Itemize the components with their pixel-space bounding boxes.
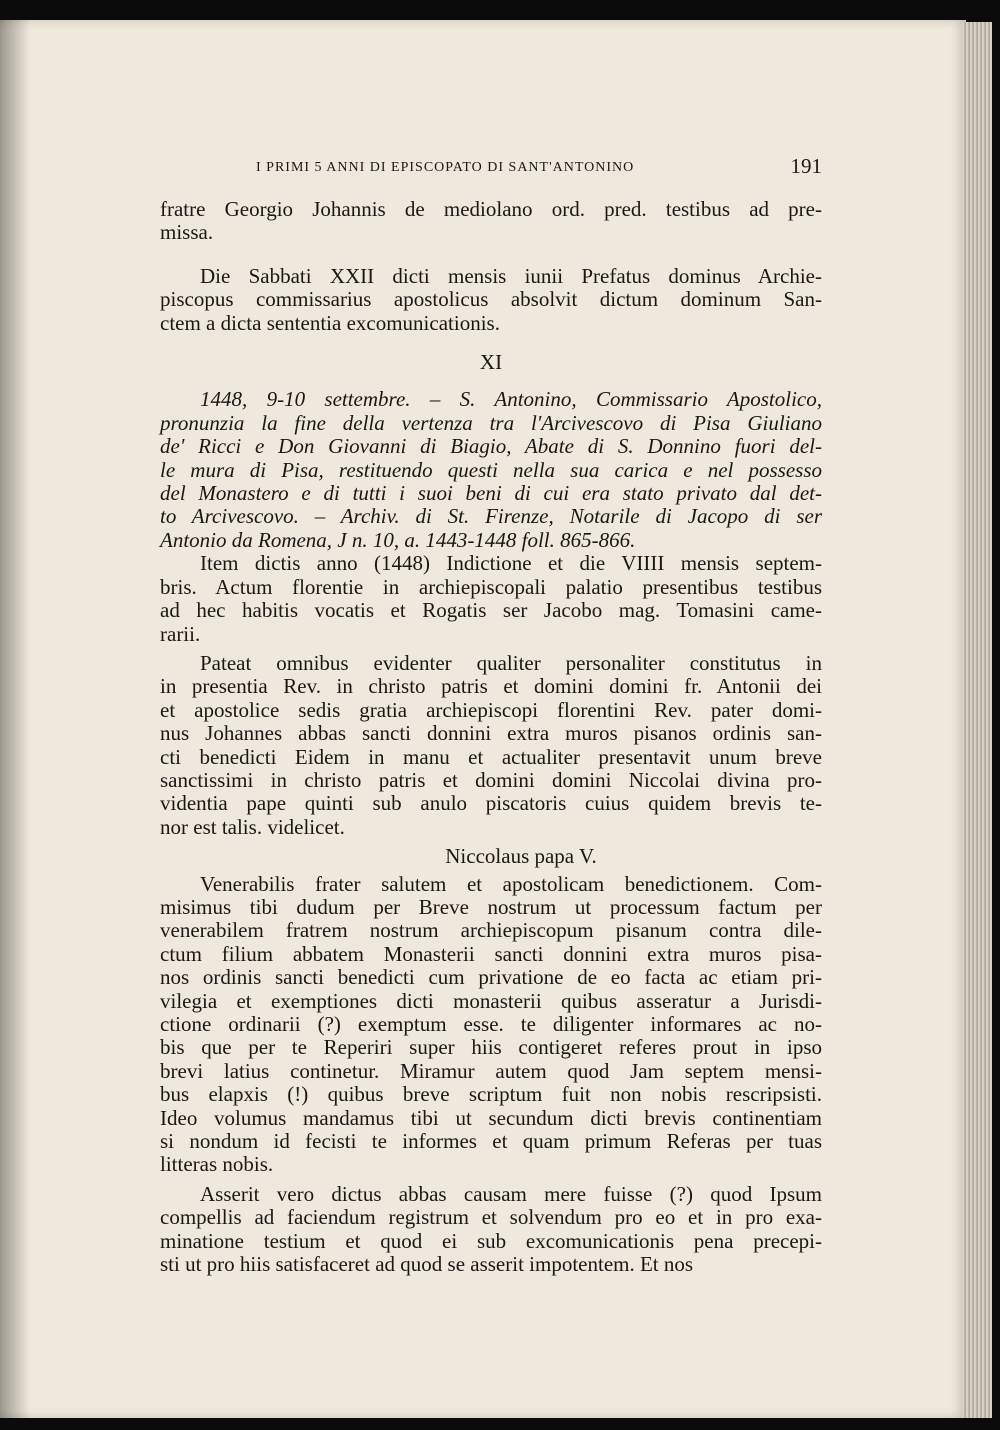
text-line: Antonio da Romena, J n. 10, a. 1443-1448 foll. 865-866.: [160, 527, 636, 552]
page-text: [160, 150, 822, 1276]
running-head-title: I PRIMI 5 ANNI DI EPISCOPATO DI SANT'ANTONINO: [256, 160, 635, 175]
text-line: nus Johannes abbas sancti donnini extra muros pisanos ordinis san-: [160, 721, 822, 746]
text-line: nor est talis. videlicet.: [160, 814, 345, 839]
text-line: Ideo volumus mandamus tibi ut secundum dicti brevis continentiam: [160, 1105, 822, 1130]
text-line: de' Ricci e Don Giovanni di Biagio, Abate di S. Donnino fuori del-: [160, 434, 822, 459]
text-line: litteras nobis.: [160, 1152, 274, 1177]
page-number: 191: [790, 154, 822, 178]
text-line: le mura di Pisa, restituendo questi nella sua carica e nel possesso: [160, 457, 822, 482]
text-line: fratre Georgio Johannis de mediolano ord. pred. testibus ad pre-: [160, 197, 822, 221]
text-line: bris. Actum florentie in archiepiscopali palatio presentibus testibus: [160, 574, 822, 599]
text-line: nos ordinis sancti benedicti cum privatione de eo facta ac etiam pri-: [160, 965, 822, 990]
text-line: missa.: [160, 220, 214, 245]
text-line: Item dictis anno (1448) Indictione et die VIIII mensis septem-: [200, 551, 822, 576]
paragraph-letter: [160, 873, 822, 1177]
text-line: ad hec habitis vocatis et Rogatis ser Jacobo mag. Tomasini came-: [160, 598, 822, 623]
text-line: Asserit vero dictus abbas causam mere fuisse (?) quod Ipsum: [200, 1181, 822, 1206]
text-line: videntia pape quinti sub anulo piscatoris cuius quidem brevis te-: [160, 791, 822, 816]
text-line: ctum filium abbatem Monasterii sancti donnini extra muros pisa-: [160, 941, 822, 966]
text-line: sanctissimi in christo patris et domini domini Niccolai divina pro-: [160, 767, 822, 792]
page-gutter-shadow: [0, 20, 30, 1418]
text-line: to Arcivescovo. – Archiv. di St. Firenze, Notarile di Jacopo di ser: [160, 504, 822, 529]
text-line: bus elapxis (!) quibus breve scriptum fuit non nobis rescripsisti.: [160, 1082, 822, 1107]
text-line: pronunzia la fine della vertenza tra l'Arcivescovo di Pisa Giuliano: [160, 410, 822, 435]
paragraph-absolution: [160, 265, 822, 335]
text-line: compellis ad faciendum registrum et solvendum pro eo et in pro exa-: [160, 1205, 822, 1230]
text-line: Die Sabbati XXII dicti mensis iunii Prefatus dominus Archie-: [200, 263, 822, 288]
text-line: bis que per te Reperiri super hiis contigeret referes prout in ipso: [160, 1035, 822, 1060]
paragraph-asserit: [160, 1183, 822, 1277]
spacer: [160, 335, 822, 351]
text-line: cti benedicti Eidem in manu et actualiter presentavit unum breve: [160, 744, 822, 769]
text-line: brevi latius continetur. Miramur autem quod Jam septem mensi-: [160, 1058, 822, 1083]
text-line: rarii.: [160, 621, 201, 646]
papal-salutation: Niccolaus papa V.: [445, 844, 597, 869]
paragraph-pateat: [160, 652, 822, 839]
running-head: [160, 150, 822, 186]
text-line: et apostolice sedis gratia archiepiscopi florentini Rev. pater domi-: [160, 697, 822, 722]
text-line: Pateat omnibus evidenter qualiter personaliter constitutus in: [200, 650, 822, 675]
text-line: 1448, 9-10 settembre. – S. Antonino, Commissario Apostolico,: [200, 387, 822, 412]
text-line: sti ut pro hiis satisfaceret ad quod se asserit impotentem. Et nos: [160, 1252, 694, 1277]
page-edges: [962, 22, 992, 1418]
text-line: minatione testium et quod ei sub excomunicationis pena precepi-: [160, 1228, 822, 1253]
text-line: venerabilem fratrem nostrum archiepiscopum pisanum contra dile-: [160, 918, 822, 943]
text-line: ctem a dicta sententia excomunicationis.: [160, 310, 500, 335]
text-line: Venerabilis frater salutem et apostolicam benedictionem. Com-: [200, 871, 822, 896]
text-line: del Monastero e di tutti i suoi beni di cui era stato privato dal det-: [160, 481, 822, 506]
text-line: in presentia Rev. in christo patris et domini domini fr. Antonii dei: [160, 674, 822, 699]
spacer: [160, 374, 822, 388]
paragraph-item: [160, 552, 822, 646]
text-line: piscopus commissarius apostolicus absolvit dictum dominum San-: [160, 287, 822, 312]
text-line: ctione ordinarii (?) exemptum esse. te diligenter informares ac no-: [160, 1012, 822, 1036]
document-regest: [160, 388, 822, 552]
text-line: misimus tibi dudum per Breve nostrum ut processum factum per: [160, 894, 822, 919]
text-line: si nondum id fecisti te informes et quam primum Referas per tuas: [160, 1129, 822, 1154]
paragraph-witnesses: [160, 198, 822, 245]
text-line: vilegia et exemptiones dicti monasterii quibus asseratur a Jurisdi-: [160, 988, 822, 1013]
spacer: [160, 245, 822, 265]
section-heading: XI: [479, 350, 503, 375]
